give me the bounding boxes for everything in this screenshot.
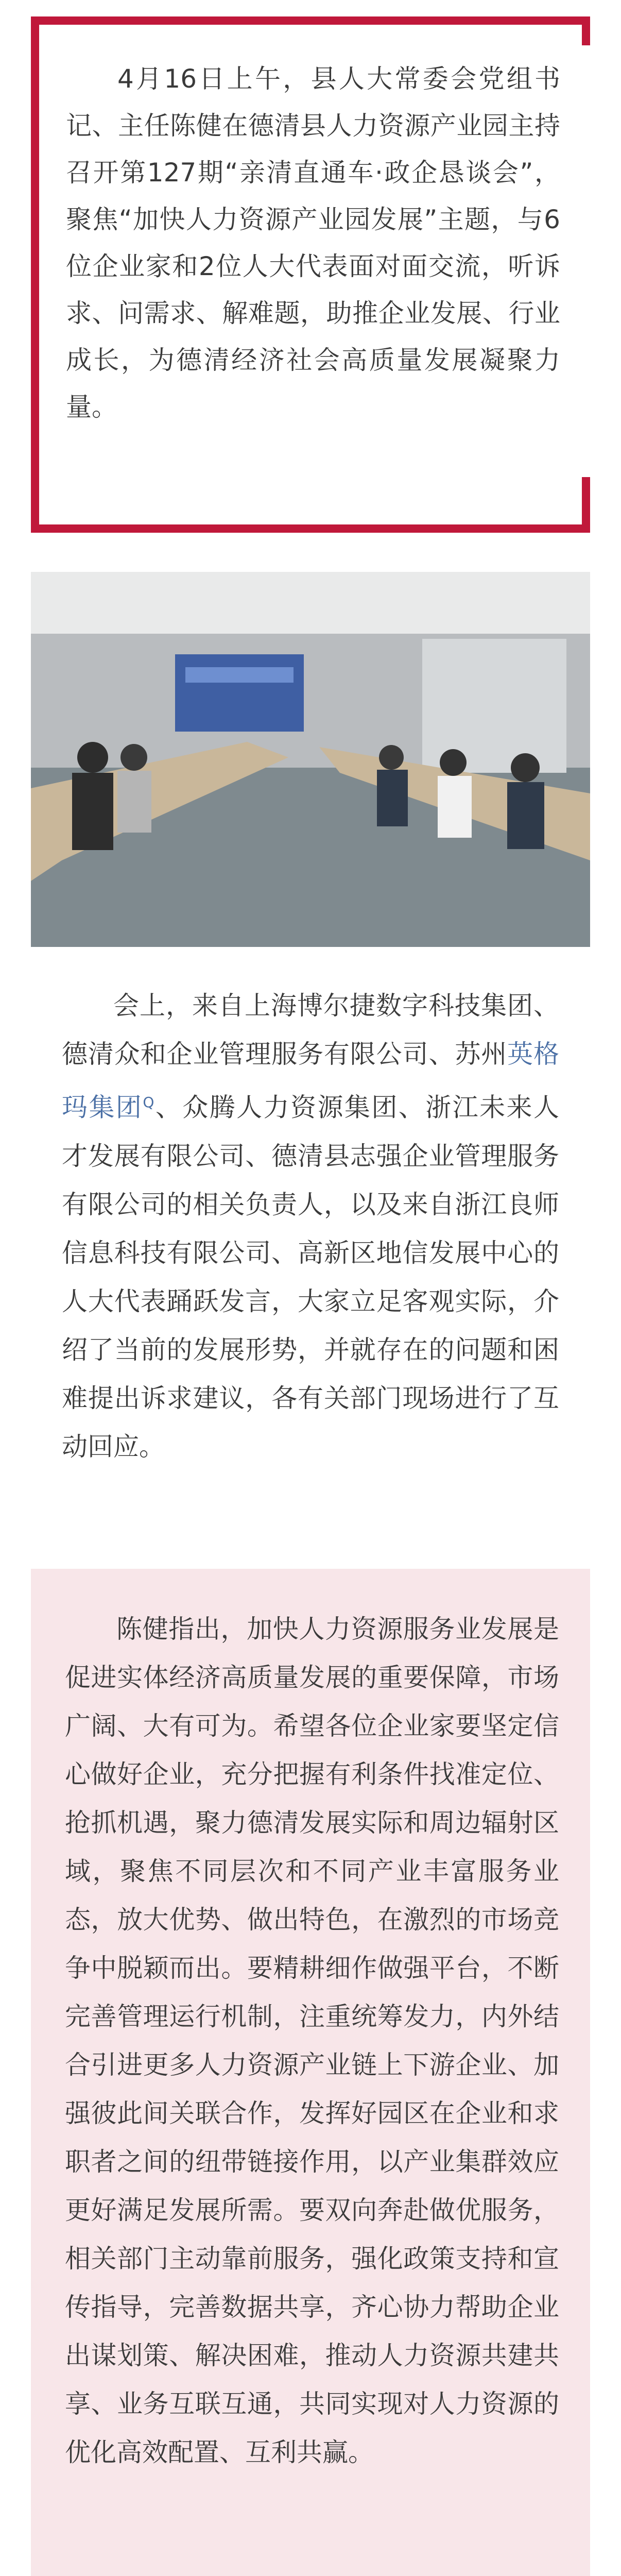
meeting-photo	[31, 572, 590, 947]
meeting-text-before-link: 会上，来自上海博尔捷数字科技集团、德清众和企业管理服务有限公司、苏州	[62, 991, 559, 1069]
meeting-paragraph	[62, 981, 559, 1471]
company-link[interactable]: 英格玛集团	[62, 1039, 560, 1123]
intro-box	[31, 16, 590, 533]
quote-box	[31, 1569, 590, 2576]
search-icon[interactable]: Q	[143, 1094, 154, 1111]
intro-paragraph: 4月16日上午，县人大常委会党组书记、主任陈健在德清县人力资源产业园主持召开第127期“亲清直通车·政企恳谈会”，聚焦“加快人力资源产业园发展”主题，与6位企业家和2位人大代表面对面交流，听诉求、问需求、解难题，助推企业发展、行业成长，为德清经济社会高质量发展凝聚力量。	[66, 64, 560, 422]
quote-paragraph: 陈健指出，加快人力资源服务业发展是促进实体经济高质量发展的重要保障，市场广阔、大有可为。希望各位企业家要坚定信心做好企业，充分把握有利条件找准定位、抢抓机遇，聚力德清发展实际和周边辐射区域，聚焦不同层次和不同产业丰富服务业态，放大优势、做出特色，在激烈的市场竞争中脱颖而出。要精耕细作做强平台，不断完善管理运行机制，注重统筹发力，内外结合引进更多人力资源产业链上下游企业、加强彼此间关联合作，发挥好园区在企业和求职者之间的纽带链接作用，以产业集群效应更好满足发展所需。要双向奔赴做优服务，相关部门主动靠前服务，强化政策支持和宣传指导，完善数据共享，齐心协力帮助企业出谋划策、解决困难，推动人力资源共建共享、业务互联互通，共同实现对人力资源的优化高效配置、互利共赢。	[65, 1614, 559, 2467]
intro-box-border-bottom-right	[582, 477, 590, 524]
intro-box-border-top-right	[582, 25, 590, 45]
meeting-photo-image	[31, 572, 590, 947]
meeting-text-after-link: 、众腾人力资源集团、浙江未来人才发展有限公司、德清县志强企业管理服务有限公司的相关负责人，以及来自浙江良师信息科技有限公司、高新区地信发展中心的人大代表踊跃发言，大家立足客观实际，介绍了当前的发展形势，并就存在的问题和困难提出诉求建议，各有关部门现场进行了互动回应。	[62, 1092, 560, 1462]
